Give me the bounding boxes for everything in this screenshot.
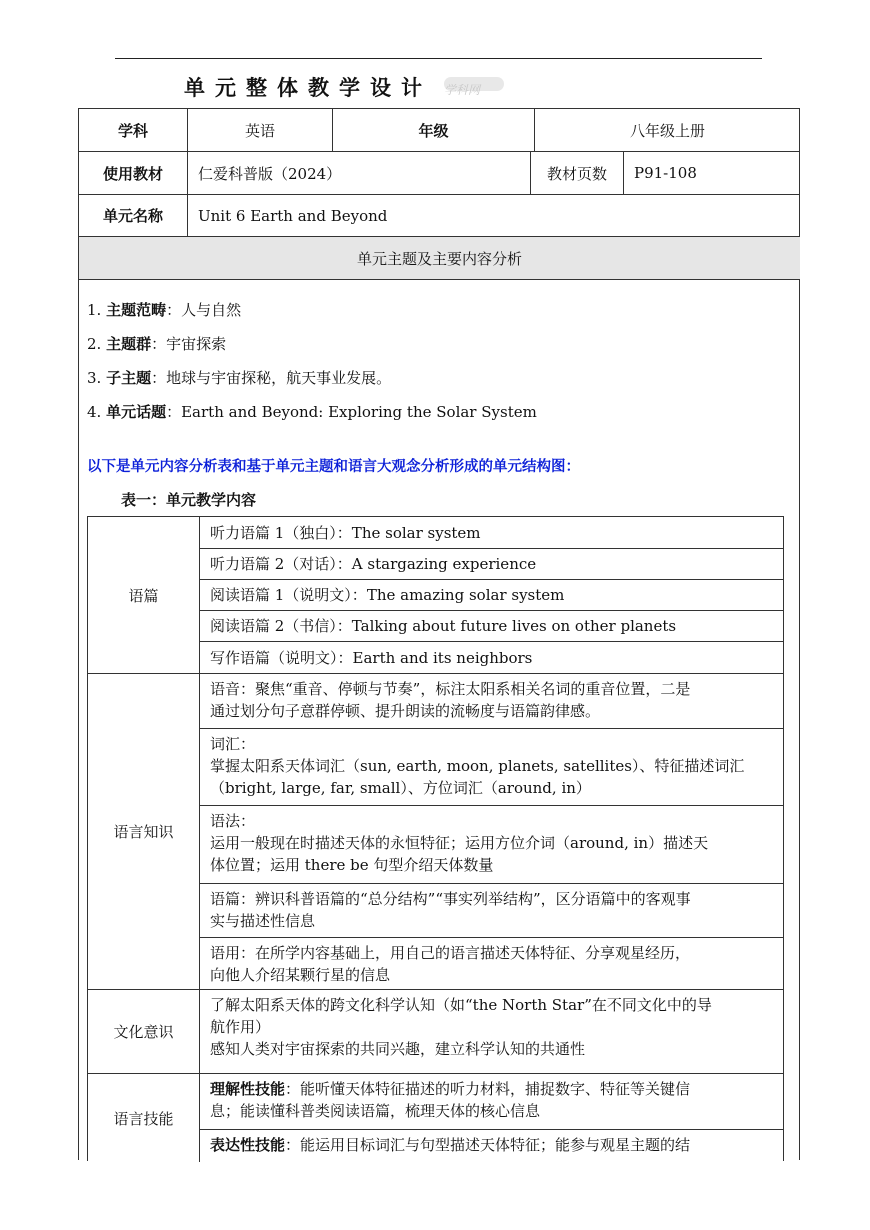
grade-value: 八年级上册 [535, 109, 800, 152]
knowledge-pragmatics: 语用：在所学内容基础上，用自己的语言描述天体特征、分享观星经历， 向他人介绍某颗行星的信息 [200, 938, 784, 990]
subject-value: 英语 [188, 109, 333, 152]
unit-label: 单元名称 [79, 195, 188, 237]
discourse-row: 阅读语篇 2（书信）：Talking about future lives on other planets [200, 611, 784, 642]
unit-value: Unit 6 Earth and Beyond [188, 195, 800, 237]
pages-value: P91-108 [624, 152, 800, 195]
skills-comprehension: 理解性技能：能听懂天体特征描述的听力材料，捕捉数字、特征等关键信 息；能读懂科普类阅读语篇，梳理天体的核心信息 [200, 1074, 784, 1130]
textbook-value: 仁爱科普版（2024） [188, 152, 531, 195]
pages-label: 教材页数 [531, 152, 624, 195]
category-discourse: 语篇 [88, 517, 200, 674]
theme-list [85, 293, 785, 429]
category-culture: 文化意识 [88, 990, 200, 1074]
skills-expression: 表达性技能：能运用目标词汇与句型描述天体特征；能参与观星主题的结 [210, 1136, 691, 1154]
content-table [87, 516, 784, 1161]
knowledge-grammar: 语法： 运用一般现在时描述天体的永恒特征；运用方位介词（around, in）描述天 体位置；运用 there be 句型介绍天体数量 [200, 806, 784, 884]
watermark-logo [440, 70, 520, 96]
theme-item: 4. 单元话题：Earth and Beyond: Exploring the Solar System [87, 403, 537, 421]
analysis-intro: 以下是单元内容分析表和基于单元主题和语言大观念分析形成的单元结构图： [87, 459, 580, 475]
discourse-row: 写作语篇（说明文）：Earth and its neighbors [200, 642, 784, 674]
discourse-row: 听力语篇 2（对话）：A stargazing experience [200, 549, 784, 580]
discourse-row: 听力语篇 1（独白）：The solar system [200, 517, 784, 549]
knowledge-vocabulary: 词汇： 掌握太阳系天体词汇（sun, earth, moon, planets, satellites）、特征描述词汇 （bright, large, far, small）、方位词汇（around, in） [200, 729, 784, 806]
unit-design-table [78, 108, 800, 1160]
theme-item: 2. 主题群：宇宙探索 [87, 335, 227, 353]
category-knowledge: 语言知识 [88, 674, 200, 990]
textbook-label: 使用教材 [79, 152, 188, 195]
theme-item: 1. 主题范畴：人与自然 [87, 301, 242, 319]
analysis-heading: 单元主题及主要内容分析 [79, 237, 800, 280]
watermark-text: 学科网 [444, 77, 504, 91]
category-skills: 语言技能 [88, 1074, 200, 1162]
header-rule [115, 58, 762, 59]
theme-item: 3. 子主题：地球与宇宙探秘，航天事业发展。 [87, 369, 392, 387]
culture-content: 了解太阳系天体的跨文化科学认知（如“the North Star”在不同文化中的导 航作用） 感知人类对宇宙探索的共同兴趣，建立科学认知的共通性 [200, 990, 784, 1074]
subject-label: 学科 [79, 109, 188, 152]
knowledge-phonetics: 语音：聚焦“重音、停顿与节奏”，标注太阳系相关名词的重音位置，二是 通过划分句子意群停顿、提升朗读的流畅度与语篇韵律感。 [200, 674, 784, 729]
knowledge-discourse: 语篇：辨识科普语篇的“总分结构”“事实列举结构”，区分语篇中的客观事 实与描述性信息 [200, 884, 784, 938]
grade-label: 年级 [333, 109, 535, 152]
discourse-row: 阅读语篇 1（说明文）：The amazing solar system [200, 580, 784, 611]
document-title: 单元整体教学设计 [184, 76, 432, 100]
table-caption: 表一：单元教学内容 [121, 491, 257, 509]
